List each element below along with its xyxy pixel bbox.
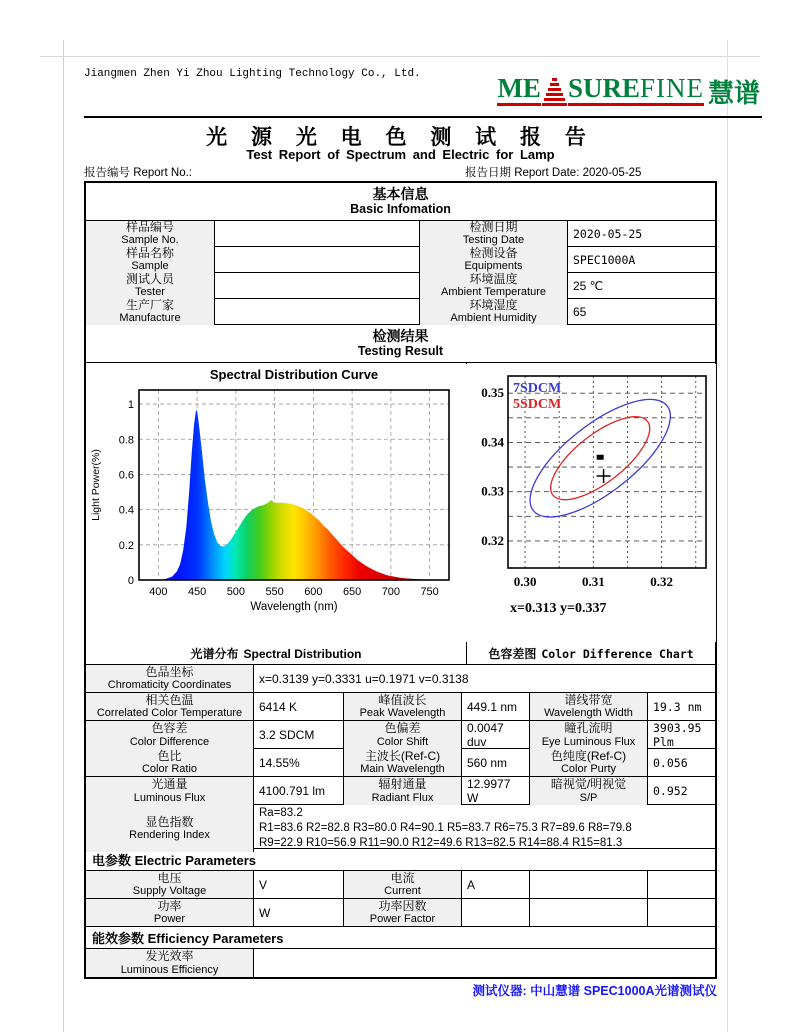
svg-text:600: 600 (304, 586, 323, 598)
label-chromaticity: 色品坐标 Chromaticity Coordinates (86, 665, 253, 692)
label-power: 功率 Power (86, 899, 253, 926)
header-divider (84, 116, 762, 118)
basic-row-tester (86, 273, 715, 299)
label-supply-voltage: 电压 Supply Voltage (86, 871, 253, 898)
chart-captions-row (86, 643, 715, 665)
logo-chinese: 慧谱 (707, 78, 760, 108)
report-date: 报告日期 Report Date: 2020-05-25 (465, 167, 642, 179)
svg-text:0.31: 0.31 (581, 574, 605, 589)
basic-info-header: 基本信息 Basic Infomation (86, 183, 715, 221)
basic-row-manufacture (86, 299, 715, 325)
logo-tower-icon (542, 76, 567, 106)
svg-text:1: 1 (127, 399, 134, 412)
svg-text:550: 550 (265, 586, 284, 598)
svg-text:0.32: 0.32 (481, 532, 504, 548)
label-current: 电流 Current (343, 871, 461, 898)
spectral-chart (86, 363, 466, 647)
basic-row-sample-no (86, 221, 715, 247)
scan-edge-top (40, 56, 760, 57)
label-power-factor: 功率因数 Power Factor (343, 899, 461, 926)
svg-text:700: 700 (381, 586, 401, 598)
value-radiant-flux: 12.9977 W (461, 777, 529, 805)
value-testing-date: 2020-05-25 (567, 221, 715, 247)
electric-empty-cell (529, 871, 647, 898)
result-row-cct (86, 693, 715, 721)
scan-edge-right (727, 40, 728, 1032)
rendering-index-row (86, 805, 715, 849)
value-luminous-efficiency (253, 949, 715, 977)
logo-me: ME (497, 75, 541, 106)
chromaticity-row (86, 665, 715, 693)
svg-text:500: 500 (226, 586, 246, 598)
logo-sure: SURE (567, 73, 640, 103)
value-manufacture (214, 299, 419, 325)
spectral-caption: 光谱分布 Spectral Distribution (190, 646, 362, 661)
label-rendering-index: 显色指数 Rendering Index (86, 805, 253, 852)
scan-edge-left (63, 40, 64, 1032)
svg-text:650: 650 (342, 586, 362, 598)
value-wavelength-width: 19.3 nm (647, 693, 715, 720)
label-manufacture: 生产厂家 Manufacture (86, 299, 214, 325)
value-peak-wavelength: 449.1 nm (461, 693, 529, 720)
test-instrument-note: 测试仪器: 中山慧谱 SPEC1000A光谱测试仪 (472, 984, 717, 998)
svg-text:0.33: 0.33 (481, 483, 504, 499)
result-row-luminous-flux (86, 777, 715, 805)
value-main-wavelength: 560 nm (461, 749, 529, 776)
value-cct: 6414 K (253, 693, 343, 720)
svg-text:Light Power(%): Light Power(%) (90, 449, 102, 521)
svg-text:750: 750 (420, 586, 439, 598)
measurefine-logo (497, 66, 760, 106)
value-color-purity: 0.056 (647, 749, 715, 776)
company-name: Jiangmen Zhen Yi Zhou Lighting Technology Co., Ltd. (84, 68, 421, 80)
svg-text:Spectral Distribution Curve: Spectral Distribution Curve (209, 367, 379, 382)
label-luminous-flux: 光通量 Luminous Flux (86, 777, 253, 805)
label-radiant-flux: 辐射通量 Radiant Flux (343, 777, 461, 805)
svg-text:0: 0 (127, 575, 134, 587)
svg-text:400: 400 (149, 586, 168, 598)
result-row-color-ratio (86, 749, 715, 777)
color-diff-chart (466, 363, 715, 647)
report-title-en: Test Report of Spectrum and Electric for Lamp (246, 147, 555, 162)
value-rendering-index: Ra=83.2 R1=83.6 R2=82.8 R3=80.0 R4=90.1 R5=83.7 R6=75.3 R7=89.6 R8=79.8 R9=22.9 R10=56.9 R11=90.0 R12=49.6 R13=82.5 R14=88.4 R15=81.3 (253, 805, 715, 852)
report-table (84, 181, 717, 979)
label-color-shift: 色偏差 Color Shift (343, 721, 461, 749)
label-ambient-temperature: 环境温度 Ambient Temperature (419, 273, 567, 299)
value-supply-voltage: V (253, 871, 343, 898)
value-tester (214, 273, 419, 299)
electric-empty-cell (647, 899, 715, 926)
value-power-factor (461, 899, 529, 926)
value-color-ratio: 14.55% (253, 749, 343, 776)
electric-empty-cell (647, 871, 715, 898)
value-luminous-flux: 4100.791 lm (253, 777, 343, 805)
label-tester: 测试人员 Tester (86, 273, 214, 299)
electric-row-voltage (86, 871, 715, 899)
value-sample-no (214, 221, 419, 247)
svg-text:x=0.313 y=0.337: x=0.313 y=0.337 (510, 601, 607, 616)
svg-text:Wavelength (nm): Wavelength (nm) (250, 601, 338, 613)
label-testing-date: 检测日期 Testing Date (419, 221, 567, 247)
electric-empty-cell (529, 899, 647, 926)
value-sp-ratio: 0.952 (647, 777, 715, 805)
svg-text:0.34: 0.34 (481, 434, 504, 450)
report-meta-row (84, 164, 717, 180)
value-equipments: SPEC1000A (567, 247, 715, 273)
label-peak-wavelength: 峰值波长 Peak Wavelength (343, 693, 461, 720)
svg-text:7SDCM: 7SDCM (513, 381, 562, 396)
value-ambient-humidity: 65 (567, 299, 715, 325)
value-sample (214, 247, 419, 273)
label-luminous-efficiency: 发光效率 Luminous Efficiency (86, 949, 253, 977)
label-color-difference: 色容差 Color Difference (86, 721, 253, 749)
basic-row-sample (86, 247, 715, 273)
svg-text:0.32: 0.32 (650, 574, 673, 589)
electric-parameters-header: 电参数 Electric Parameters (86, 849, 715, 871)
value-eye-luminous-flux: 3903.95 Plm (647, 721, 715, 749)
label-equipments: 检测设备 Equipments (419, 247, 567, 273)
label-eye-luminous-flux: 瞳孔流明 Eye Luminous Flux (529, 721, 647, 749)
report-no-label: 报告编号 Report No.: (84, 167, 192, 179)
logo-fine: FINE (639, 73, 704, 103)
label-sample: 样品名称 Sample (86, 247, 214, 273)
testing-result-header: 检测结果 Testing Result (86, 325, 715, 363)
label-main-wavelength: 主波长(Ref-C) Main Wavelength (343, 749, 461, 776)
label-wavelength-width: 谱线带宽 Wavelength Width (529, 693, 647, 720)
label-color-ratio: 色比 Color Ratio (86, 749, 253, 776)
value-color-difference: 3.2 SDCM (253, 721, 343, 749)
svg-text:0.4: 0.4 (118, 504, 134, 517)
svg-text:0.30: 0.30 (513, 574, 537, 589)
label-ambient-humidity: 环境湿度 Ambient Humidity (419, 299, 567, 325)
label-sample-no: 样品编号 Sample No. (86, 221, 214, 247)
result-row-color-difference (86, 721, 715, 749)
value-chromaticity: x=0.3139 y=0.3331 u=0.1971 v=0.3138 (253, 665, 715, 692)
value-ambient-temperature: 25 ℃ (567, 273, 715, 299)
report-title-cn: 光 源 光 电 色 测 试 报 告 (206, 126, 595, 149)
label-sp-ratio: 暗视觉/明视觉 S/P (529, 777, 647, 805)
svg-text:0.2: 0.2 (118, 539, 134, 552)
svg-text:5SDCM: 5SDCM (513, 397, 562, 412)
value-color-shift: 0.0047 duv (461, 721, 529, 749)
svg-text:0.35: 0.35 (481, 385, 504, 401)
svg-text:0.6: 0.6 (118, 469, 134, 482)
charts-row (86, 363, 715, 643)
efficiency-row (86, 949, 715, 977)
label-color-purity: 色纯度(Ref-C) Color Purty (529, 749, 647, 776)
color-diff-caption: 色容差图 Color Difference Chart (466, 643, 715, 664)
efficiency-parameters-header: 能效参数 Efficiency Parameters (86, 927, 715, 949)
electric-row-power (86, 899, 715, 927)
value-power: W (253, 899, 343, 926)
value-current: A (461, 871, 529, 898)
svg-text:0.8: 0.8 (118, 434, 134, 447)
label-cct: 相关色温 Correlated Color Temperature (86, 693, 253, 720)
svg-text:450: 450 (187, 586, 207, 598)
